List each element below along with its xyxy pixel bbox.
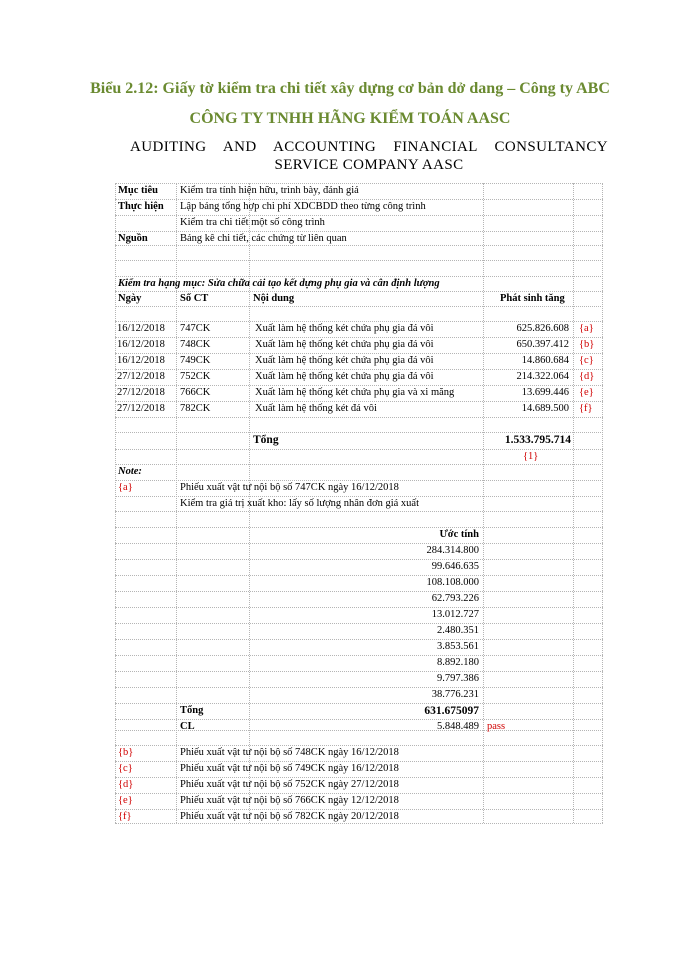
- estimate-row: [115, 671, 603, 687]
- note-text: Kiểm tra giá trị xuất kho: lấy số lượng nhân đơn giá xuất: [180, 498, 419, 509]
- estimate-row: [115, 607, 603, 623]
- transaction-amount: 650.397.412: [516, 339, 569, 350]
- info-row: [115, 215, 603, 231]
- estimate-total-value: 631.675097: [424, 705, 479, 717]
- transaction-row: [115, 337, 603, 353]
- estimate-header-row: [115, 527, 603, 543]
- note-ref: {c}: [118, 763, 133, 774]
- estimate-row: [115, 559, 603, 575]
- transaction-content: Xuất làm hệ thống két chứa phụ gia và xi măng: [255, 387, 455, 398]
- estimate-row: [115, 543, 603, 559]
- estimate-value: 108.108.000: [426, 577, 479, 588]
- transaction-row: [115, 401, 603, 417]
- info-label: Mục tiêu: [118, 185, 158, 196]
- transaction-ref: {f}: [579, 403, 593, 414]
- section-title: Kiểm tra hạng mục: Sửa chữa cải tạo kết dựng phụ gia và cân định lượng: [118, 278, 440, 289]
- note-text: Phiếu xuất vật tư nội bộ số 766CK ngày 12/12/2018: [180, 795, 399, 806]
- transaction-voucher: 749CK: [180, 355, 211, 366]
- note-ref: {d}: [118, 779, 134, 790]
- transaction-amount: 214.322.064: [516, 371, 569, 382]
- note-row: [115, 777, 603, 793]
- company-name-vn: CÔNG TY TNHH HÃNG KIỂM TOÁN AASC: [189, 110, 511, 127]
- info-text: Lập bảng tổng hợp chi phí XDCBDD theo từng công trình: [180, 201, 426, 212]
- transaction-content: Xuất làm hệ thống két chứa phụ gia đá vôi: [255, 355, 434, 366]
- estimate-value: 62.793.226: [431, 593, 479, 604]
- note-ref: {b}: [118, 747, 134, 758]
- transaction-voucher: 752CK: [180, 371, 211, 382]
- info-row: [115, 183, 603, 199]
- transaction-amount: 14.689.500: [521, 403, 569, 414]
- note-text: Phiếu xuất vật tư nội bộ số 749CK ngày 16/12/2018: [180, 763, 399, 774]
- transaction-ref: {a}: [579, 323, 594, 334]
- info-label: Thực hiện: [118, 201, 164, 212]
- estimate-row: [115, 623, 603, 639]
- note-text: Phiếu xuất vật tư nội bộ số 748CK ngày 16/12/2018: [180, 747, 399, 758]
- transaction-voucher: 782CK: [180, 403, 211, 414]
- estimate-value: 9.797.386: [437, 673, 479, 684]
- transaction-voucher: 748CK: [180, 339, 211, 350]
- note-ref: {f}: [118, 811, 132, 822]
- transaction-amount: 13.699.446: [521, 387, 569, 398]
- section-title-row: [115, 276, 603, 292]
- difference-value: 5.848.489: [437, 721, 479, 732]
- transaction-row: [115, 385, 603, 401]
- transaction-date: 27/12/2018: [117, 371, 165, 382]
- estimate-total-row: [115, 703, 603, 719]
- estimate-header: Ước tính: [439, 529, 479, 540]
- estimate-value: 13.012.727: [431, 609, 479, 620]
- difference-row: [115, 719, 603, 735]
- info-label: Nguồn: [118, 233, 148, 244]
- estimate-value: 284.314.800: [426, 545, 479, 556]
- note-label: Note:: [118, 466, 142, 477]
- transaction-row: [115, 353, 603, 369]
- grid-line: [115, 260, 603, 261]
- estimate-row: [115, 687, 603, 703]
- transaction-row: [115, 321, 603, 337]
- info-row: [115, 231, 603, 247]
- note-row: [115, 496, 603, 512]
- note-ref: {a}: [118, 482, 133, 493]
- note-row: [115, 793, 603, 809]
- transaction-voucher: 766CK: [180, 387, 211, 398]
- total-amount: 1.533.795.714: [504, 434, 571, 446]
- total-label: Tổng: [253, 434, 279, 446]
- transaction-date: 16/12/2018: [117, 355, 165, 366]
- document-title: Biểu 2.12: Giấy tờ kiểm tra chi tiết xây dựng cơ bản dở dang – Công ty ABC: [90, 80, 610, 97]
- transaction-date: 16/12/2018: [117, 339, 165, 350]
- transaction-content: Xuất làm hệ thống két đá vôi: [255, 403, 377, 414]
- audit-worksheet: [115, 183, 603, 823]
- info-text: Kiểm tra tính hiện hữu, trình bày, đánh giá: [180, 185, 359, 196]
- transaction-ref: {c}: [579, 355, 594, 366]
- transaction-date: 27/12/2018: [117, 403, 165, 414]
- transaction-amount: 625.826.608: [516, 323, 569, 334]
- note-row: [115, 761, 603, 777]
- estimate-value: 38.776.231: [431, 689, 479, 700]
- column-header-row: [115, 291, 603, 307]
- column-header-amount: Phát sinh tăng: [500, 293, 565, 304]
- note-text: Phiếu xuất vật tư nội bộ số 782CK ngày 20/12/2018: [180, 811, 399, 822]
- estimate-row: [115, 591, 603, 607]
- info-text: Bảng kê chi tiết, các chứng từ liên quan: [180, 233, 347, 244]
- transaction-content: Xuất làm hệ thống két chứa phụ gia đá vôi: [255, 339, 434, 350]
- estimate-value: 3.853.561: [437, 641, 479, 652]
- info-text: Kiểm tra chi tiết một số công trình: [180, 217, 325, 228]
- transaction-amount: 14.860.684: [521, 355, 569, 366]
- estimate-row: [115, 655, 603, 671]
- info-row: [115, 199, 603, 215]
- estimate-value: 99.646.635: [431, 561, 479, 572]
- transaction-content: Xuất làm hệ thống két chứa phụ gia đá vôi: [255, 371, 434, 382]
- transaction-ref: {b}: [579, 339, 595, 350]
- transaction-ref: {e}: [579, 387, 594, 398]
- total-row: [115, 432, 603, 448]
- total-ref: {1}: [523, 451, 539, 462]
- note-row: [115, 480, 603, 496]
- estimate-value: 2.480.351: [437, 625, 479, 636]
- note-row: [115, 809, 603, 825]
- difference-status: pass: [487, 721, 506, 732]
- note-row: [115, 464, 603, 480]
- transaction-row: [115, 369, 603, 385]
- note-text: Phiếu xuất vật tư nội bộ số 752CK ngày 27/12/2018: [180, 779, 399, 790]
- estimate-row: [115, 639, 603, 655]
- column-header-date: Ngày: [118, 293, 142, 304]
- company-name-en: AUDITING AND ACCOUNTING FINANCIAL CONSULTANCY SERVICE COMPANY AASC: [130, 139, 608, 173]
- grid-line: [115, 417, 603, 418]
- column-header-voucher: Số CT: [180, 293, 209, 304]
- column-header-content: Nội dung: [253, 293, 295, 304]
- transaction-date: 16/12/2018: [117, 323, 165, 334]
- difference-label: CL: [180, 721, 195, 732]
- estimate-value: 8.892.180: [437, 657, 479, 668]
- transaction-voucher: 747CK: [180, 323, 211, 334]
- note-ref: {e}: [118, 795, 133, 806]
- estimate-total-label: Tổng: [180, 705, 204, 716]
- transaction-ref: {d}: [579, 371, 595, 382]
- transaction-date: 27/12/2018: [117, 387, 165, 398]
- note-text: Phiếu xuất vật tư nội bộ số 747CK ngày 16/12/2018: [180, 482, 399, 493]
- total-ref-row: [115, 449, 603, 465]
- estimate-row: [115, 575, 603, 591]
- note-row: [115, 745, 603, 761]
- transaction-content: Xuất làm hệ thống két chứa phụ gia đá vôi: [255, 323, 434, 334]
